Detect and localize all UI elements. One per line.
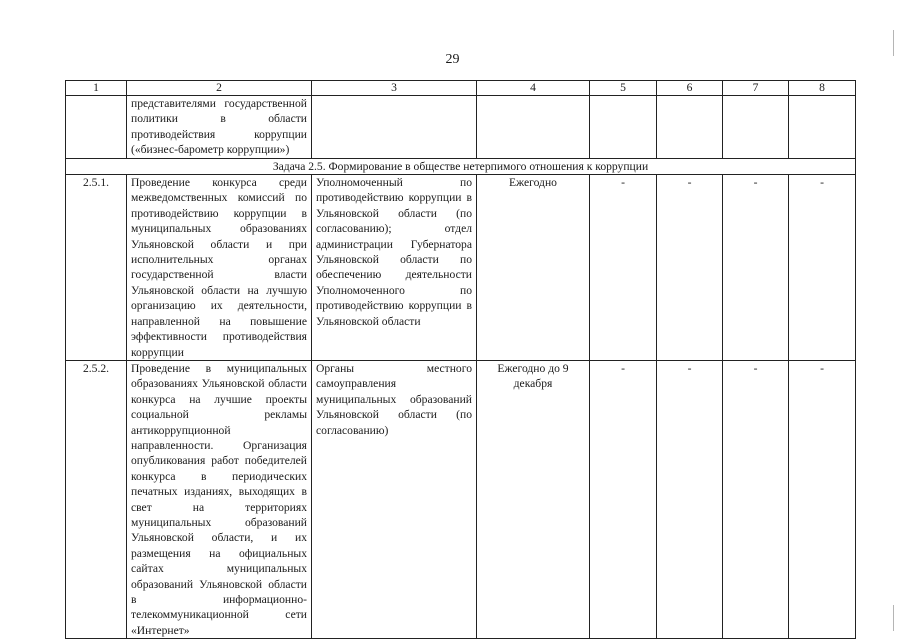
- continuation-c6: [657, 96, 723, 159]
- row-col5: -: [590, 360, 657, 638]
- continuation-activity: представителями государственной политики в области противодействия коррупции («бизнес-барометр коррупции»): [127, 96, 312, 159]
- row-col7: -: [723, 175, 789, 361]
- continuation-c5: [590, 96, 657, 159]
- continuation-c8: [789, 96, 856, 159]
- row-executor: Уполномоченный по противодействию коррупции в Ульяновской области (по согласованию); отдел администрации Губернатора Ульяновской области по обеспечению деятельности Уполномоченного по противодействию коррупции в Ульяновской области: [312, 175, 477, 361]
- header-row: [66, 81, 856, 96]
- header-cell-8: 8: [789, 81, 856, 96]
- header-cell-6: 6: [657, 81, 723, 96]
- scan-mark: [893, 30, 894, 56]
- scan-mark: [893, 605, 894, 631]
- continuation-c7: [723, 96, 789, 159]
- table-row: [66, 175, 856, 361]
- row-number: 2.5.2.: [66, 360, 127, 638]
- header-cell-3: 3: [312, 81, 477, 96]
- row-col6: -: [657, 360, 723, 638]
- row-activity: Проведение конкурса среди межведомственных комиссий по противодействию коррупции в муниципальных образованиях Ульяновской области и при исполнительных органах государственной власти Ульяновской области на лучшую организацию их деятельности, направленной на повышение эффективности противодействия коррупции: [127, 175, 312, 361]
- continuation-term: [477, 96, 590, 159]
- header-cell-4: 4: [477, 81, 590, 96]
- measures-table: [65, 80, 856, 639]
- row-col8: -: [789, 360, 856, 638]
- row-col5: -: [590, 175, 657, 361]
- task-heading-row: [66, 158, 856, 174]
- header-cell-5: 5: [590, 81, 657, 96]
- page-number: 29: [445, 52, 460, 67]
- continuation-num: [66, 96, 127, 159]
- row-number: 2.5.1.: [66, 175, 127, 361]
- task-heading: Задача 2.5. Формирование в обществе нетерпимого отношения к коррупции: [66, 158, 856, 174]
- row-activity: Проведение в муниципальных образованиях Ульяновской области конкурса на лучшие проекты социальной рекламы антикоррупционной направленности. Организация опубликования работ победителей конкурса в периодических печатных изданиях, выходящих в свет на территориях муниципальных образований Ульяновской области, и их размещения на официальных сайтах муниципальных образований Ульяновской области в информационно-телекоммуникационной сети «Интернет»: [127, 360, 312, 638]
- row-col8: -: [789, 175, 856, 361]
- header-cell-1: 1: [66, 81, 127, 96]
- continuation-executor: [312, 96, 477, 159]
- row-term: Ежегодно до 9 декабря: [477, 360, 590, 638]
- row-executor: Органы местного самоуправления муниципальных образований Ульяновской области (по согласованию): [312, 360, 477, 638]
- row-col6: -: [657, 175, 723, 361]
- row-col7: -: [723, 360, 789, 638]
- continuation-row: [66, 96, 856, 159]
- header-cell-7: 7: [723, 81, 789, 96]
- header-cell-2: 2: [127, 81, 312, 96]
- table-row: [66, 360, 856, 638]
- row-term: Ежегодно: [477, 175, 590, 361]
